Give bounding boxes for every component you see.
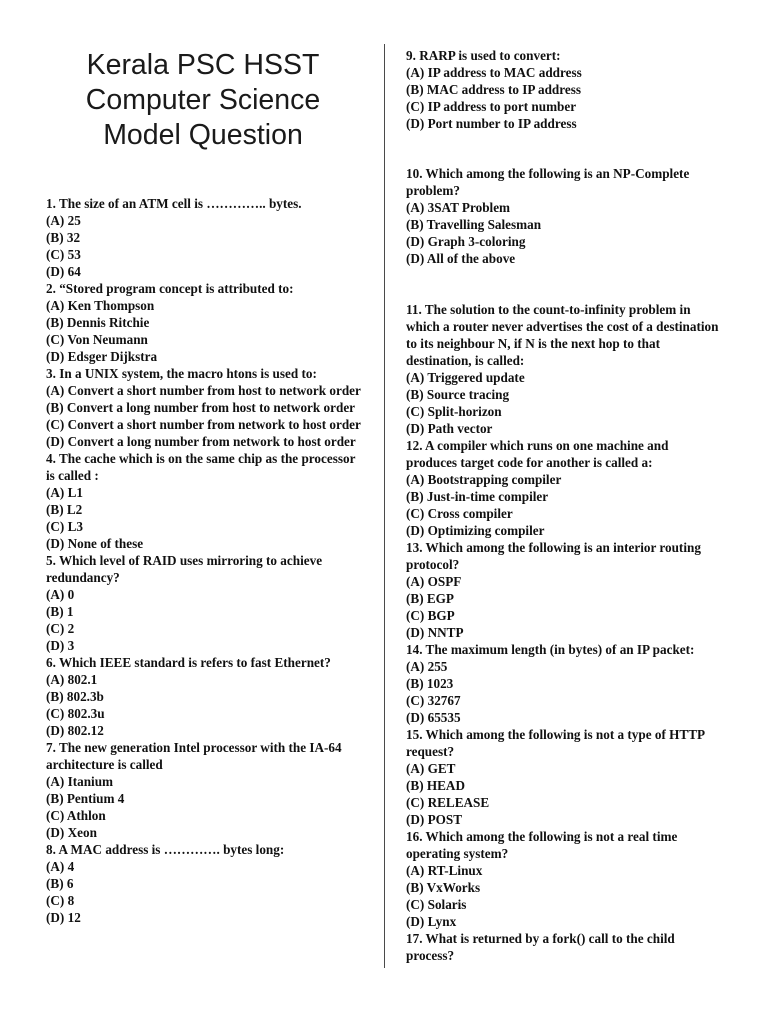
question-text: 10. Which among the following is an NP-Complete [406,166,690,181]
title-line: Model Question [103,119,303,151]
question-block [46,365,372,450]
answer-option: (D) None of these [46,536,144,551]
answer-option: (C) IP address to port number [406,99,577,114]
question-text: 17. What is returned by a fork() call to the child [406,931,675,946]
question-text: process? [406,948,455,963]
answer-option: (A) Itanium [46,774,114,789]
title-line: Computer Science [85,84,321,116]
answer-option: (C) BGP [406,608,455,623]
question-block [46,450,372,552]
question-block [46,841,372,926]
right-column [406,47,736,964]
answer-option: (A) 255 [406,659,448,674]
question-block [406,301,736,437]
question-text: 11. The solution to the count-to-infinity problem in [406,302,691,317]
question-block [406,47,736,132]
answer-option: (D) Lynx [406,914,457,929]
answer-option: (D) Edsger Dijkstra [46,349,158,364]
question-block [406,641,736,726]
question-text: which a router never advertises the cost of a destination [406,319,719,334]
answer-option: (D) Path vector [406,421,493,436]
answer-option: (B) L2 [46,502,83,517]
answer-option: (D) 802.12 [46,723,104,738]
title-line: Kerala PSC HSST [86,49,320,81]
question-text: 16. Which among the following is not a real time [406,829,678,844]
answer-option: (D) All of the above [406,251,516,266]
question-text: is called : [46,468,99,483]
question-text: 8. A MAC address is …………. bytes long: [46,842,285,857]
answer-option: (D) Optimizing compiler [406,523,545,538]
answer-option: (A) RT-Linux [406,863,483,878]
answer-option: (A) 802.1 [46,672,98,687]
question-text: destination, is called: [406,353,525,368]
answer-option: (A) OSPF [406,574,462,589]
answer-option: (A) 4 [46,859,75,874]
question-text: 2. “Stored program concept is attributed to: [46,281,294,296]
answer-option: (C) L3 [46,519,83,534]
answer-option: (B) 32 [46,230,81,245]
question-text: produces target code for another is called a: [406,455,653,470]
answer-option: (B) VxWorks [406,880,481,895]
answer-option: (A) L1 [46,485,83,500]
answer-option: (A) Convert a short number from host to network order [46,383,361,398]
answer-option: (B) 6 [46,876,74,891]
question-text: to its neighbour N, if N is the next hop to that [406,336,661,351]
answer-option: (A) 0 [46,587,75,602]
spacer [406,132,736,165]
answer-option: (D) Convert a long number from network to host order [46,434,356,449]
answer-option: (B) 1023 [406,676,454,691]
spacer [406,267,736,301]
question-block [406,539,736,641]
question-text: request? [406,744,455,759]
answer-option: (B) Source tracing [406,387,510,402]
answer-option: (C) 32767 [406,693,461,708]
answer-option: (C) 2 [46,621,75,636]
question-text: operating system? [406,846,509,861]
question-text: protocol? [406,557,460,572]
answer-option: (C) Split-horizon [406,404,502,419]
answer-option: (C) Athlon [46,808,106,823]
question-block [46,654,372,739]
answer-option: (D) 64 [46,264,81,279]
question-text: 6. Which IEEE standard is refers to fast Ethernet? [46,655,331,670]
question-block [46,195,372,280]
answer-option: (B) Dennis Ritchie [46,315,150,330]
answer-option: (A) 25 [46,213,81,228]
answer-option: (D) 3 [46,638,75,653]
answer-option: (D) POST [406,812,463,827]
answer-option: (C) Cross compiler [406,506,513,521]
question-block [46,739,372,841]
answer-option: (C) 53 [46,247,81,262]
question-block [406,165,736,267]
question-text: 3. In a UNIX system, the macro htons is used to: [46,366,317,381]
answer-option: (A) IP address to MAC address [406,65,582,80]
answer-option: (B) Travelling Salesman [406,217,542,232]
answer-option: (C) Solaris [406,897,467,912]
answer-option: (C) 8 [46,893,75,908]
question-text: problem? [406,183,460,198]
left-column [46,195,372,926]
question-block [406,437,736,539]
question-block [406,726,736,828]
answer-option: (A) Triggered update [406,370,525,385]
question-text: 14. The maximum length (in bytes) of an IP packet: [406,642,695,657]
answer-option: (D) Xeon [46,825,97,840]
answer-option: (D) 65535 [406,710,461,725]
question-text: 7. The new generation Intel processor with the IA-64 [46,740,342,755]
answer-option: (A) 3SAT Problem [406,200,511,215]
question-text: 1. The size of an ATM cell is ………….. bytes. [46,196,302,211]
answer-option: (B) Convert a long number from host to network order [46,400,356,415]
answer-option: (B) 1 [46,604,74,619]
question-block [406,930,736,964]
answer-option: (B) MAC address to IP address [406,82,581,97]
answer-option: (B) HEAD [406,778,465,793]
question-text: architecture is called [46,757,163,772]
question-text: 15. Which among the following is not a type of HTTP [406,727,706,742]
answer-option: (B) Pentium 4 [46,791,125,806]
answer-option: (B) Just-in-time compiler [406,489,549,504]
question-text: 5. Which level of RAID uses mirroring to achieve [46,553,323,568]
question-block [46,280,372,365]
question-text: redundancy? [46,570,120,585]
answer-option: (A) Bootstrapping compiler [406,472,562,487]
answer-option: (C) Convert a short number from network to host order [46,417,361,432]
answer-option: (A) GET [406,761,456,776]
question-text: 12. A compiler which runs on one machine and [406,438,669,453]
answer-option: (D) Graph 3-coloring [406,234,526,249]
question-block [46,552,372,654]
answer-option: (D) NNTP [406,625,464,640]
answer-option: (B) 802.3b [46,689,104,704]
page-title [46,48,360,153]
question-text: 13. Which among the following is an interior routing [406,540,701,555]
column-divider [384,44,385,968]
answer-option: (C) Von Neumann [46,332,148,347]
answer-option: (A) Ken Thompson [46,298,155,313]
question-block [406,828,736,930]
answer-option: (D) Port number to IP address [406,116,577,131]
question-text: 9. RARP is used to convert: [406,48,561,63]
answer-option: (D) 12 [46,910,81,925]
answer-option: (B) EGP [406,591,454,606]
answer-option: (C) RELEASE [406,795,490,810]
answer-option: (C) 802.3u [46,706,105,721]
question-text: 4. The cache which is on the same chip as the processor [46,451,356,466]
